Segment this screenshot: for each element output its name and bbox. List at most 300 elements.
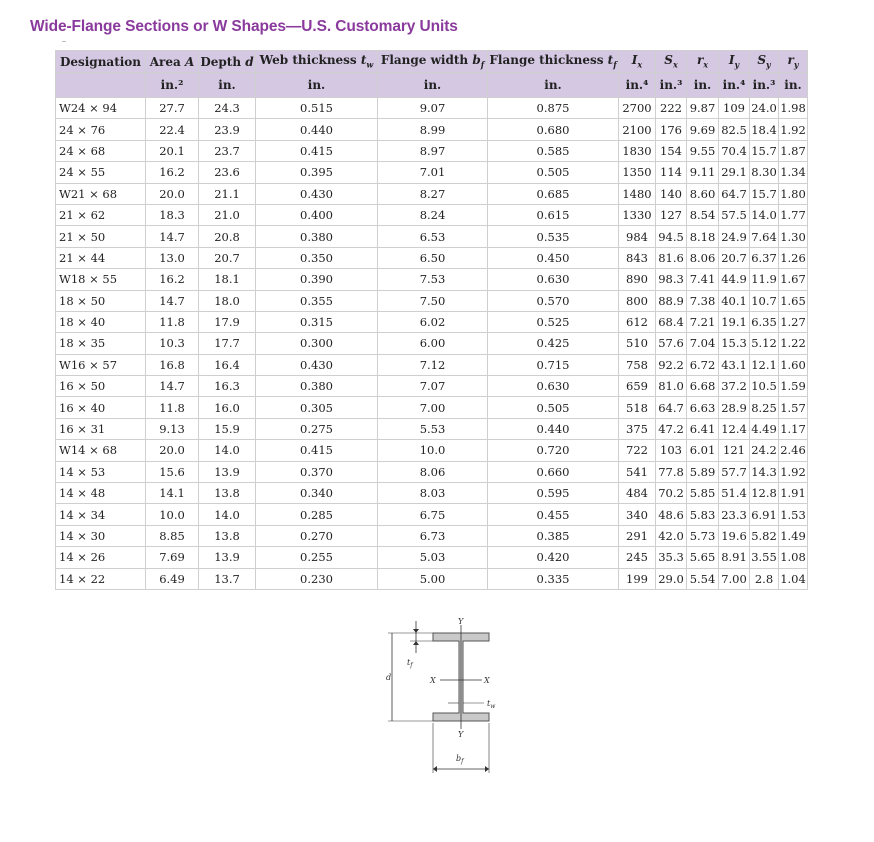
value-cell: 5.89 <box>687 461 719 482</box>
value-cell: 7.00 <box>719 568 750 589</box>
value-cell: 7.53 <box>378 269 488 290</box>
value-cell: 0.440 <box>256 119 378 140</box>
table-row <box>56 204 808 225</box>
value-cell: 0.615 <box>488 204 619 225</box>
table-body <box>56 98 808 590</box>
value-cell: 1.67 <box>779 269 808 290</box>
designation-cell: 21 × 44 <box>56 247 146 268</box>
value-cell: 17.9 <box>199 311 256 332</box>
value-cell: 0.400 <box>256 204 378 225</box>
header-ix: $I_x$ <box>619 51 656 73</box>
value-cell: 16.8 <box>146 354 199 375</box>
value-cell: 6.37 <box>750 247 779 268</box>
value-cell: 13.8 <box>199 483 256 504</box>
value-cell: 340 <box>619 504 656 525</box>
table-row <box>56 140 808 161</box>
value-cell: 1.26 <box>779 247 808 268</box>
value-cell: 23.9 <box>199 119 256 140</box>
value-cell: 48.6 <box>656 504 687 525</box>
table-row <box>56 333 808 354</box>
value-cell: 0.595 <box>488 483 619 504</box>
value-cell: 23.3 <box>719 504 750 525</box>
table-row <box>56 568 808 589</box>
value-cell: 19.6 <box>719 525 750 546</box>
value-cell: 0.630 <box>488 269 619 290</box>
value-cell: 9.55 <box>687 140 719 161</box>
value-cell: 0.680 <box>488 119 619 140</box>
value-cell: 0.420 <box>488 547 619 568</box>
value-cell: 64.7 <box>719 183 750 204</box>
value-cell: 0.395 <box>256 162 378 183</box>
value-cell: 0.515 <box>256 98 378 119</box>
value-cell: 14.0 <box>199 504 256 525</box>
value-cell: 5.12 <box>750 333 779 354</box>
value-cell: 10.7 <box>750 290 779 311</box>
value-cell: 0.525 <box>488 311 619 332</box>
value-cell: 1.57 <box>779 397 808 418</box>
value-cell: 7.04 <box>687 333 719 354</box>
value-cell: 88.9 <box>656 290 687 311</box>
value-cell: 18.0 <box>199 290 256 311</box>
designation-cell: 18 × 40 <box>56 311 146 332</box>
value-cell: 15.7 <box>750 183 779 204</box>
value-cell: 15.6 <box>146 461 199 482</box>
designation-cell: W24 × 94 <box>56 98 146 119</box>
unit-sy: in.³ <box>750 73 779 98</box>
value-cell: 23.6 <box>199 162 256 183</box>
value-cell: 1.30 <box>779 226 808 247</box>
unit-iy: in.⁴ <box>719 73 750 98</box>
unit-sx: in.³ <box>656 73 687 98</box>
value-cell: 6.41 <box>687 418 719 439</box>
value-cell: 0.340 <box>256 483 378 504</box>
table-row <box>56 162 808 183</box>
value-cell: 5.73 <box>687 525 719 546</box>
value-cell: 0.585 <box>488 140 619 161</box>
value-cell: 6.02 <box>378 311 488 332</box>
value-cell: 0.415 <box>256 140 378 161</box>
table-row <box>56 461 808 482</box>
value-cell: 843 <box>619 247 656 268</box>
value-cell: 7.01 <box>378 162 488 183</box>
value-cell: 81.0 <box>656 376 687 397</box>
value-cell: 0.430 <box>256 354 378 375</box>
value-cell: 8.99 <box>378 119 488 140</box>
value-cell: 0.270 <box>256 525 378 546</box>
value-cell: 375 <box>619 418 656 439</box>
value-cell: 4.49 <box>750 418 779 439</box>
value-cell: 6.53 <box>378 226 488 247</box>
value-cell: 0.305 <box>256 397 378 418</box>
value-cell: 9.13 <box>146 418 199 439</box>
value-cell: 7.64 <box>750 226 779 247</box>
value-cell: 2700 <box>619 98 656 119</box>
value-cell: 7.00 <box>378 397 488 418</box>
value-cell: 13.9 <box>199 547 256 568</box>
value-cell: 199 <box>619 568 656 589</box>
value-cell: 6.72 <box>687 354 719 375</box>
table-row <box>56 504 808 525</box>
header-rx: $r_x$ <box>687 51 719 73</box>
header-depth: Depth d <box>199 51 256 73</box>
table-row <box>56 119 808 140</box>
value-cell: 6.50 <box>378 247 488 268</box>
value-cell: 10.5 <box>750 376 779 397</box>
value-cell: 7.41 <box>687 269 719 290</box>
value-cell: 0.535 <box>488 226 619 247</box>
unit-web-thickness: in. <box>256 73 378 98</box>
value-cell: 6.91 <box>750 504 779 525</box>
value-cell: 37.2 <box>719 376 750 397</box>
value-cell: 0.630 <box>488 376 619 397</box>
value-cell: 5.54 <box>687 568 719 589</box>
table-row <box>56 376 808 397</box>
value-cell: 1.17 <box>779 418 808 439</box>
value-cell: 1.04 <box>779 568 808 589</box>
unit-designation <box>56 73 146 98</box>
value-cell: 0.300 <box>256 333 378 354</box>
value-cell: 14.3 <box>750 461 779 482</box>
value-cell: 17.7 <box>199 333 256 354</box>
web-thickness-label: $t_w$ <box>487 699 496 710</box>
header-row-units <box>56 73 808 98</box>
unit-flange-width: in. <box>378 73 488 98</box>
value-cell: 0.720 <box>488 440 619 461</box>
value-cell: 0.715 <box>488 354 619 375</box>
value-cell: 1.59 <box>779 376 808 397</box>
w-shape-cross-section-diagram <box>380 613 520 773</box>
value-cell: 13.9 <box>199 461 256 482</box>
table-row <box>56 440 808 461</box>
value-cell: 0.230 <box>256 568 378 589</box>
value-cell: 16.2 <box>146 162 199 183</box>
value-cell: 20.7 <box>199 247 256 268</box>
value-cell: 9.07 <box>378 98 488 119</box>
unit-ry: in. <box>779 73 808 98</box>
designation-cell: 14 × 26 <box>56 547 146 568</box>
value-cell: 98.3 <box>656 269 687 290</box>
designation-cell: 21 × 62 <box>56 204 146 225</box>
value-cell: 22.4 <box>146 119 199 140</box>
value-cell: 24.9 <box>719 226 750 247</box>
page-title: Wide-Flange Sections or W Shapes—U.S. Customary Units <box>30 18 458 35</box>
unit-depth: in. <box>199 73 256 98</box>
value-cell: 659 <box>619 376 656 397</box>
table-row <box>56 183 808 204</box>
designation-cell: W14 × 68 <box>56 440 146 461</box>
value-cell: 18.4 <box>750 119 779 140</box>
value-cell: 82.5 <box>719 119 750 140</box>
value-cell: 7.69 <box>146 547 199 568</box>
table-row <box>56 397 808 418</box>
y-axis-bottom-label: Y <box>458 730 464 739</box>
x-axis-right-label: X <box>484 676 490 685</box>
header-sx: $S_x$ <box>656 51 687 73</box>
value-cell: 6.75 <box>378 504 488 525</box>
value-cell: 984 <box>619 226 656 247</box>
table-row <box>56 354 808 375</box>
value-cell: 0.505 <box>488 162 619 183</box>
flange-thickness-label: $t_f$ <box>407 658 413 669</box>
value-cell: 0.380 <box>256 226 378 247</box>
value-cell: 8.24 <box>378 204 488 225</box>
value-cell: 109 <box>719 98 750 119</box>
designation-cell: 14 × 34 <box>56 504 146 525</box>
value-cell: 10.0 <box>378 440 488 461</box>
value-cell: 6.73 <box>378 525 488 546</box>
designation-cell: 14 × 48 <box>56 483 146 504</box>
value-cell: 2.46 <box>779 440 808 461</box>
value-cell: 5.83 <box>687 504 719 525</box>
value-cell: 0.450 <box>488 247 619 268</box>
designation-cell: 16 × 31 <box>56 418 146 439</box>
value-cell: 0.385 <box>488 525 619 546</box>
value-cell: 5.65 <box>687 547 719 568</box>
value-cell: 0.355 <box>256 290 378 311</box>
value-cell: 44.9 <box>719 269 750 290</box>
value-cell: 1.27 <box>779 311 808 332</box>
value-cell: 0.660 <box>488 461 619 482</box>
depth-label: d <box>386 673 392 682</box>
value-cell: 0.315 <box>256 311 378 332</box>
value-cell: 57.6 <box>656 333 687 354</box>
value-cell: 0.415 <box>256 440 378 461</box>
designation-cell: 16 × 50 <box>56 376 146 397</box>
value-cell: 8.25 <box>750 397 779 418</box>
header-area: Area A <box>146 51 199 73</box>
value-cell: 15.3 <box>719 333 750 354</box>
w-shapes-table <box>55 50 808 590</box>
value-cell: 24.2 <box>750 440 779 461</box>
value-cell: 14.0 <box>750 204 779 225</box>
value-cell: 7.07 <box>378 376 488 397</box>
unit-flange-thickness: in. <box>488 73 619 98</box>
value-cell: 20.0 <box>146 440 199 461</box>
value-cell: 11.8 <box>146 311 199 332</box>
value-cell: 140 <box>656 183 687 204</box>
value-cell: 43.1 <box>719 354 750 375</box>
unit-ix: in.⁴ <box>619 73 656 98</box>
value-cell: 9.87 <box>687 98 719 119</box>
value-cell: 13.7 <box>199 568 256 589</box>
value-cell: 1.91 <box>779 483 808 504</box>
value-cell: 15.9 <box>199 418 256 439</box>
table-row <box>56 483 808 504</box>
header-flange-thickness: Flange thickness $t_f$ <box>488 51 619 73</box>
value-cell: 103 <box>656 440 687 461</box>
value-cell: 722 <box>619 440 656 461</box>
divider <box>62 41 66 42</box>
value-cell: 222 <box>656 98 687 119</box>
value-cell: 11.9 <box>750 269 779 290</box>
value-cell: 20.8 <box>199 226 256 247</box>
value-cell: 0.685 <box>488 183 619 204</box>
value-cell: 5.53 <box>378 418 488 439</box>
value-cell: 14.1 <box>146 483 199 504</box>
value-cell: 518 <box>619 397 656 418</box>
value-cell: 16.3 <box>199 376 256 397</box>
value-cell: 13.0 <box>146 247 199 268</box>
value-cell: 92.2 <box>656 354 687 375</box>
value-cell: 64.7 <box>656 397 687 418</box>
value-cell: 51.4 <box>719 483 750 504</box>
value-cell: 9.11 <box>687 162 719 183</box>
value-cell: 0.370 <box>256 461 378 482</box>
designation-cell: 14 × 53 <box>56 461 146 482</box>
value-cell: 16.0 <box>199 397 256 418</box>
unit-area: in.² <box>146 73 199 98</box>
value-cell: 24.3 <box>199 98 256 119</box>
value-cell: 1.49 <box>779 525 808 546</box>
value-cell: 8.18 <box>687 226 719 247</box>
value-cell: 1.65 <box>779 290 808 311</box>
value-cell: 6.35 <box>750 311 779 332</box>
value-cell: 47.2 <box>656 418 687 439</box>
value-cell: 1.77 <box>779 204 808 225</box>
value-cell: 20.1 <box>146 140 199 161</box>
value-cell: 0.285 <box>256 504 378 525</box>
value-cell: 40.1 <box>719 290 750 311</box>
value-cell: 1.92 <box>779 119 808 140</box>
value-cell: 42.0 <box>656 525 687 546</box>
value-cell: 70.2 <box>656 483 687 504</box>
value-cell: 8.85 <box>146 525 199 546</box>
value-cell: 154 <box>656 140 687 161</box>
value-cell: 8.03 <box>378 483 488 504</box>
table-row <box>56 547 808 568</box>
designation-cell: 14 × 22 <box>56 568 146 589</box>
designation-cell: 24 × 68 <box>56 140 146 161</box>
value-cell: 57.5 <box>719 204 750 225</box>
value-cell: 114 <box>656 162 687 183</box>
value-cell: 3.55 <box>750 547 779 568</box>
value-cell: 1830 <box>619 140 656 161</box>
value-cell: 7.21 <box>687 311 719 332</box>
value-cell: 14.7 <box>146 226 199 247</box>
value-cell: 6.68 <box>687 376 719 397</box>
unit-rx: in. <box>687 73 719 98</box>
designation-cell: 16 × 40 <box>56 397 146 418</box>
value-cell: 0.255 <box>256 547 378 568</box>
value-cell: 1.80 <box>779 183 808 204</box>
header-row-labels <box>56 51 808 73</box>
value-cell: 11.8 <box>146 397 199 418</box>
value-cell: 1.34 <box>779 162 808 183</box>
value-cell: 57.7 <box>719 461 750 482</box>
value-cell: 121 <box>719 440 750 461</box>
header-iy: $I_y$ <box>719 51 750 73</box>
designation-cell: 18 × 50 <box>56 290 146 311</box>
value-cell: 7.12 <box>378 354 488 375</box>
value-cell: 21.1 <box>199 183 256 204</box>
value-cell: 10.0 <box>146 504 199 525</box>
y-axis-top-label: Y <box>458 617 464 626</box>
value-cell: 0.875 <box>488 98 619 119</box>
header-sy: $S_y$ <box>750 51 779 73</box>
value-cell: 0.440 <box>488 418 619 439</box>
value-cell: 12.1 <box>750 354 779 375</box>
value-cell: 68.4 <box>656 311 687 332</box>
value-cell: 1.98 <box>779 98 808 119</box>
value-cell: 758 <box>619 354 656 375</box>
value-cell: 29.1 <box>719 162 750 183</box>
value-cell: 0.335 <box>488 568 619 589</box>
value-cell: 8.91 <box>719 547 750 568</box>
value-cell: 23.7 <box>199 140 256 161</box>
designation-cell: W21 × 68 <box>56 183 146 204</box>
table-row <box>56 98 808 119</box>
value-cell: 484 <box>619 483 656 504</box>
value-cell: 1.92 <box>779 461 808 482</box>
value-cell: 1.08 <box>779 547 808 568</box>
value-cell: 0.425 <box>488 333 619 354</box>
value-cell: 16.2 <box>146 269 199 290</box>
value-cell: 12.4 <box>719 418 750 439</box>
value-cell: 1.53 <box>779 504 808 525</box>
value-cell: 19.1 <box>719 311 750 332</box>
designation-cell: 21 × 50 <box>56 226 146 247</box>
value-cell: 0.455 <box>488 504 619 525</box>
value-cell: 800 <box>619 290 656 311</box>
value-cell: 0.570 <box>488 290 619 311</box>
value-cell: 7.50 <box>378 290 488 311</box>
table-row <box>56 269 808 290</box>
value-cell: 0.390 <box>256 269 378 290</box>
designation-cell: W16 × 57 <box>56 354 146 375</box>
value-cell: 541 <box>619 461 656 482</box>
value-cell: 10.3 <box>146 333 199 354</box>
value-cell: 8.60 <box>687 183 719 204</box>
value-cell: 16.4 <box>199 354 256 375</box>
value-cell: 15.7 <box>750 140 779 161</box>
header-ry: $r_y$ <box>779 51 808 73</box>
value-cell: 510 <box>619 333 656 354</box>
designation-cell: 24 × 55 <box>56 162 146 183</box>
value-cell: 6.49 <box>146 568 199 589</box>
value-cell: 8.97 <box>378 140 488 161</box>
designation-cell: 24 × 76 <box>56 119 146 140</box>
value-cell: 5.03 <box>378 547 488 568</box>
value-cell: 0.430 <box>256 183 378 204</box>
value-cell: 8.06 <box>378 461 488 482</box>
value-cell: 1.60 <box>779 354 808 375</box>
value-cell: 6.63 <box>687 397 719 418</box>
value-cell: 18.1 <box>199 269 256 290</box>
value-cell: 612 <box>619 311 656 332</box>
value-cell: 27.7 <box>146 98 199 119</box>
value-cell: 0.275 <box>256 418 378 439</box>
value-cell: 1480 <box>619 183 656 204</box>
value-cell: 13.8 <box>199 525 256 546</box>
value-cell: 890 <box>619 269 656 290</box>
value-cell: 291 <box>619 525 656 546</box>
value-cell: 6.00 <box>378 333 488 354</box>
header-designation: Designation <box>56 51 146 73</box>
value-cell: 176 <box>656 119 687 140</box>
value-cell: 5.82 <box>750 525 779 546</box>
header-flange-width: Flange width $b_f$ <box>378 51 488 73</box>
value-cell: 12.8 <box>750 483 779 504</box>
flange-width-label: $b_f$ <box>456 754 464 765</box>
designation-cell: W18 × 55 <box>56 269 146 290</box>
value-cell: 70.4 <box>719 140 750 161</box>
value-cell: 94.5 <box>656 226 687 247</box>
table-row <box>56 525 808 546</box>
value-cell: 127 <box>656 204 687 225</box>
value-cell: 0.505 <box>488 397 619 418</box>
value-cell: 29.0 <box>656 568 687 589</box>
value-cell: 18.3 <box>146 204 199 225</box>
